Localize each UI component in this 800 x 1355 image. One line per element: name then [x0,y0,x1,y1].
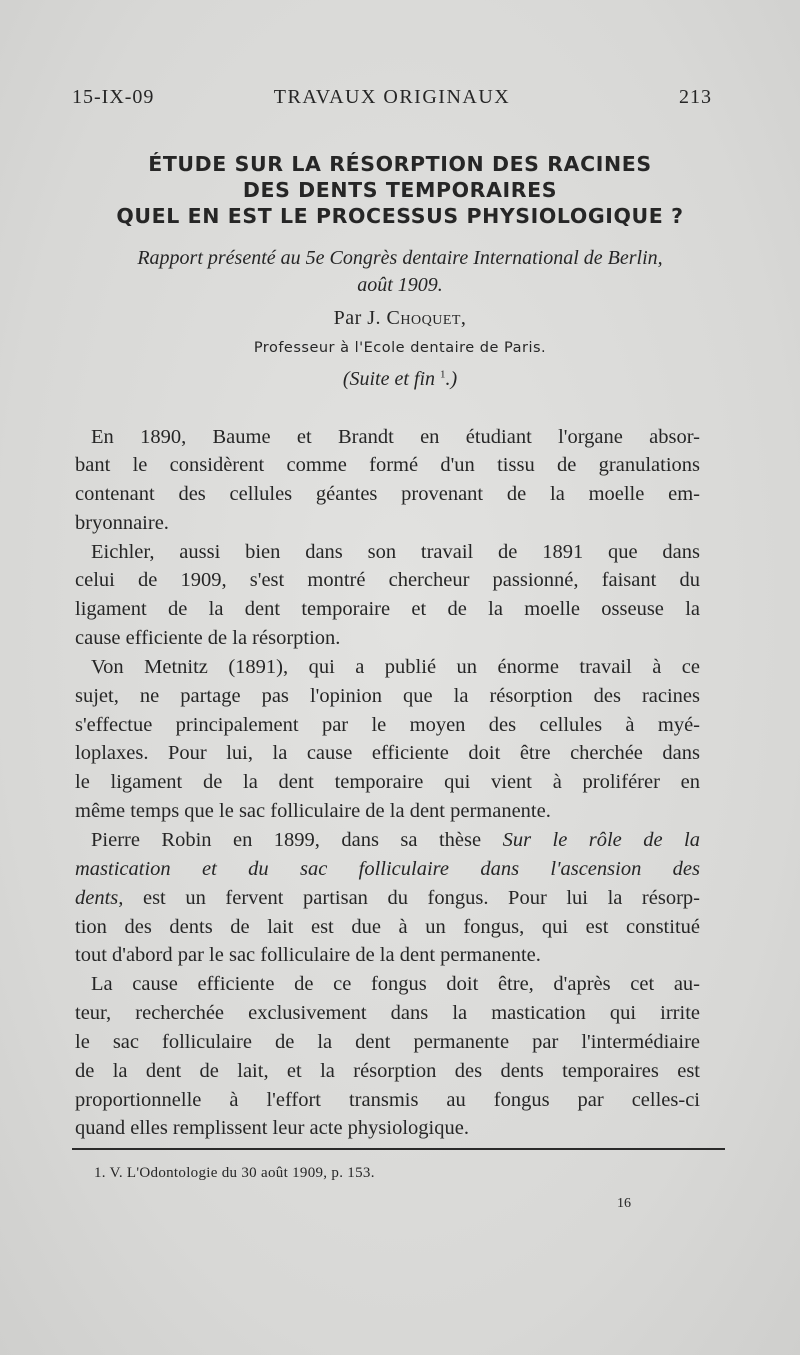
body-line: de la dent de lait, et la résorption des dents temporaires est [75,1060,700,1082]
signature-mark: 16 [617,1196,631,1211]
body-line: tion des dents de lait est due à un fongus, qui est constitué [75,916,700,938]
body-line: Eichler, aussi bien dans son travail de 1891 que dans [91,541,700,563]
footnote: 1. V. L'Odontologie du 30 août 1909, p. 153. [94,1165,375,1181]
author-name: Choquet, [386,307,467,329]
body-line: proportionnelle à l'effort transmis au fongus par celles-ci [75,1089,700,1111]
title-line-3: QUEL EN EST LE PROCESSUS PHYSIOLOGIQUE ? [116,204,684,228]
body-line: contenant des cellules géantes provenant de la moelle em- [75,483,700,505]
body-line: teur, recherchée exclusivement dans la mastication qui irrite [75,1002,700,1024]
thesis-title: dents, [75,887,124,909]
footnote-rule [72,1148,725,1150]
body-line: bant le considèrent comme formé d'un tissu de granulations [75,454,700,476]
body-line: le sac folliculaire de la dent permanente par l'intermédiaire [75,1031,700,1053]
body-text: Pierre Robin en 1899, dans sa thèse [91,829,482,851]
body-line: tout d'abord par le sac folliculaire de la dent permanente. [75,944,541,966]
body-line: En 1890, Baume et Brandt en étudiant l'organe absor- [91,426,700,448]
header-section: TRAVAUX ORIGINAUX [273,86,511,108]
author-prefix: Par J. [333,307,382,329]
subtitle-line-1: Rapport présenté au 5e Congrès dentaire International de Berlin, [137,247,663,269]
body-line: loplaxes. Pour lui, la cause efficiente doit être cherchée dans [75,742,700,764]
body-line: ligament de la dent temporaire et de la moelle osseuse la [75,598,700,620]
body-line: Von Metnitz (1891), qui a publié un énorme travail à ce [91,656,700,678]
body-line: celui de 1909, s'est montré chercheur passionné, faisant du [75,569,700,591]
footnote-marker: 1 [440,368,446,381]
continuation-text: (Suite et fin [342,368,436,390]
body-line: quand elles remplissent leur acte physiologique. [75,1117,469,1139]
thesis-title: Sur le rôle de la [502,829,700,851]
thesis-title: mastication et du sac folliculaire dans l'ascension des [75,858,700,880]
author-line [60,307,740,330]
body-line: bryonnaire. [75,512,169,534]
author-affiliation: Professeur à l'Ecole dentaire de Paris. [253,340,547,356]
running-head [72,86,712,116]
continuation-close: .) [445,368,458,390]
body-line-mixed [91,826,700,854]
body-line-mixed [75,884,700,912]
body-line: sujet, ne partage pas l'opinion que la résorption des racines [75,685,700,707]
body-line: s'effectue principalement par le moyen des cellules à myé- [75,714,700,736]
title-line-1: ÉTUDE SUR LA RÉSORPTION DES RACINES [148,152,652,176]
body-text: est un fervent partisan du fongus. Pour lui la résorp- [142,887,700,909]
page-number: 213 [679,86,712,108]
subtitle-line-2: août 1909. [357,274,443,296]
header-date: 15-IX-09 [72,86,155,108]
body-line: le ligament de la dent temporaire qui vient à proliférer en [75,771,700,793]
body-line: même temps que le sac folliculaire de la dent permanente. [75,800,551,822]
body-line: La cause efficiente de ce fongus doit être, d'après cet au- [91,973,700,995]
title-line-2: DES DENTS TEMPORAIRES [242,178,558,202]
continuation-note [60,368,740,391]
body-line: cause efficiente de la résorption. [75,627,341,649]
